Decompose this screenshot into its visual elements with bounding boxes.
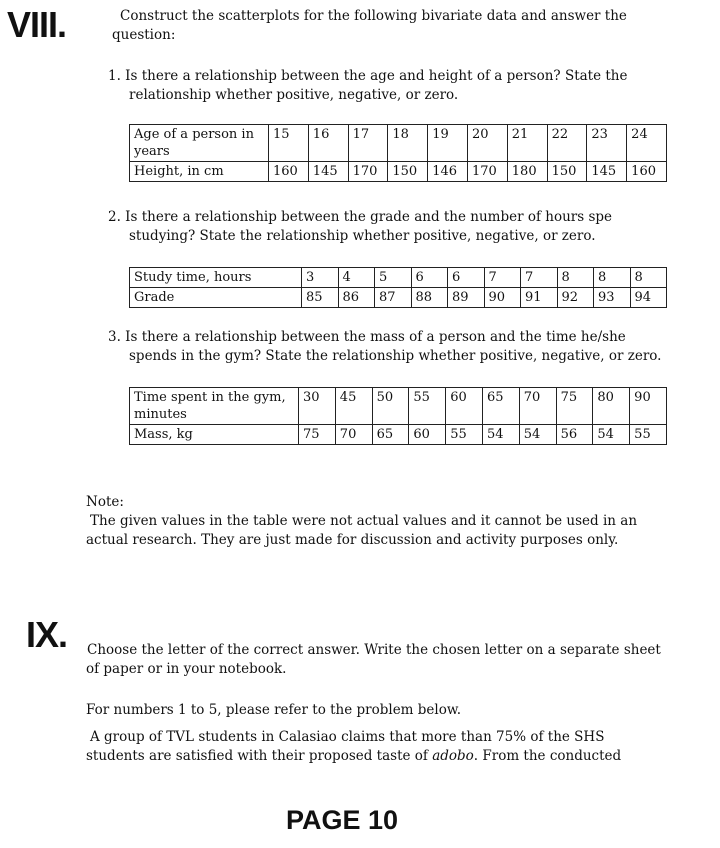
table-cell: 8 (557, 268, 594, 288)
table-cell: 92 (557, 288, 594, 308)
table-cell: 54 (519, 425, 556, 445)
table-cell: 18 (388, 125, 428, 162)
table-cell: 7 (484, 268, 521, 288)
table-cell: 60 (409, 425, 446, 445)
table-cell: 146 (428, 162, 468, 182)
section-viii-numeral: VIII. (7, 4, 67, 45)
table-row (130, 162, 667, 182)
table-row-label: Grade (130, 288, 302, 308)
table-cell: 20 (467, 125, 507, 162)
note-line1: The given values in the table were not actual values and it cannot be used in an (90, 513, 638, 529)
table-cell: 54 (482, 425, 519, 445)
table-cell: 65 (482, 388, 519, 425)
note-heading: Note: (86, 494, 124, 510)
question-2-line2: studying? State the relationship whether positive, negative, or zero. (129, 228, 596, 244)
table-cell: 60 (446, 388, 483, 425)
table-row-label: Time spent in the gym, minutes (130, 388, 299, 425)
table-row-label: Age of a person in years (130, 125, 269, 162)
table-cell: 170 (467, 162, 507, 182)
section-ix-instruction-line2: of paper or in your notebook. (86, 661, 287, 677)
table-cell: 93 (594, 288, 631, 308)
question-1-line1: 1. Is there a relationship between the age and height of a person? State the (108, 68, 628, 84)
table-cell: 145 (308, 162, 348, 182)
table-cell: 70 (519, 388, 556, 425)
table-cell: 90 (484, 288, 521, 308)
table-cell: 56 (556, 425, 593, 445)
table-cell: 21 (507, 125, 547, 162)
gym-mass-table (129, 387, 667, 445)
table-cell: 80 (593, 388, 630, 425)
table-cell: 22 (547, 125, 587, 162)
table-cell: 65 (372, 425, 409, 445)
table-cell: 45 (335, 388, 372, 425)
table-cell: 5 (375, 268, 412, 288)
note-line2: actual research. They are just made for discussion and activity purposes only. (86, 532, 619, 548)
table-cell: 16 (308, 125, 348, 162)
table-row-label: Height, in cm (130, 162, 269, 182)
question-1-line2: relationship whether positive, negative, or zero. (129, 87, 459, 103)
table-cell: 55 (409, 388, 446, 425)
table-row-label: Study time, hours (130, 268, 302, 288)
table-cell: 170 (348, 162, 388, 182)
table-cell: 91 (521, 288, 558, 308)
age-height-table (129, 124, 667, 182)
table-cell: 55 (446, 425, 483, 445)
section-viii-instruction-line1: Construct the scatterplots for the following bivariate data and answer the (120, 8, 627, 24)
table-row (130, 288, 667, 308)
question-3-line1: 3. Is there a relationship between the mass of a person and the time he/she (108, 329, 626, 345)
table-cell: 85 (302, 288, 339, 308)
study-grade-table (129, 267, 667, 308)
table-cell: 15 (269, 125, 309, 162)
table-cell: 89 (448, 288, 485, 308)
table-cell: 160 (269, 162, 309, 182)
table-cell: 88 (411, 288, 448, 308)
table-cell: 3 (302, 268, 339, 288)
problem-line2 (86, 747, 621, 766)
table-cell: 150 (547, 162, 587, 182)
problem-line2-emphasis: adobo (432, 748, 474, 764)
table-row (130, 268, 667, 288)
problem-line2-post: . From the conducted (473, 748, 622, 764)
question-2-line1: 2. Is there a relationship between the grade and the number of hours spe (108, 209, 613, 225)
table-cell: 30 (299, 388, 336, 425)
table-cell: 87 (375, 288, 412, 308)
table-cell: 86 (338, 288, 375, 308)
table-row (130, 388, 667, 425)
section-ix-instruction-line1: Choose the letter of the correct answer. Write the chosen letter on a separate sheet (87, 642, 661, 658)
table-cell: 24 (627, 125, 667, 162)
page-number: PAGE 10 (286, 805, 399, 835)
problem-line1: A group of TVL students in Calasiao claims that more than 75% of the SHS (90, 729, 605, 745)
table-cell: 4 (338, 268, 375, 288)
table-cell: 145 (587, 162, 627, 182)
table-cell: 70 (335, 425, 372, 445)
table-cell: 19 (428, 125, 468, 162)
table-cell: 160 (627, 162, 667, 182)
table-cell: 23 (587, 125, 627, 162)
question-3-line2: spends in the gym? State the relationship whether positive, negative, or zero. (129, 348, 662, 364)
table-cell: 75 (299, 425, 336, 445)
table-cell: 75 (556, 388, 593, 425)
table-cell: 94 (630, 288, 667, 308)
table-row (130, 125, 667, 162)
problem-line2-pre: students are satisfied with their proposed taste of (86, 748, 433, 764)
section-ix-refer: For numbers 1 to 5, please refer to the problem below. (86, 702, 462, 718)
table-cell: 8 (630, 268, 667, 288)
table-cell: 50 (372, 388, 409, 425)
section-viii-instruction-line2: question: (112, 27, 176, 43)
table-cell: 150 (388, 162, 428, 182)
table-cell: 54 (593, 425, 630, 445)
section-ix-numeral: IX. (26, 614, 68, 655)
table-cell: 7 (521, 268, 558, 288)
table-cell: 55 (630, 425, 667, 445)
table-row-label: Mass, kg (130, 425, 299, 445)
table-cell: 8 (594, 268, 631, 288)
table-cell: 17 (348, 125, 388, 162)
table-cell: 6 (411, 268, 448, 288)
table-cell: 6 (448, 268, 485, 288)
table-row (130, 425, 667, 445)
table-cell: 90 (630, 388, 667, 425)
table-cell: 180 (507, 162, 547, 182)
